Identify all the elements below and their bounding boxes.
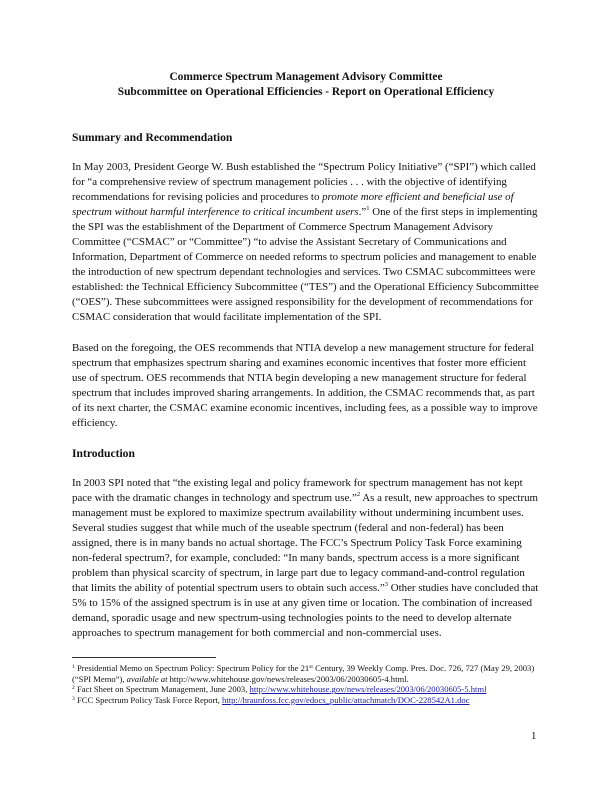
page-number: 1 xyxy=(531,730,537,742)
footnote-2: $^2$ Fact Sheet on Spectrum Management, June 2003, http://www.whitehouse.gov/news/releases/2003/06/20030605-5.html xyxy=(72,684,487,695)
footnote-1: $^1$ Presidential Memo on Spectrum Policy: Spectrum Policy for the 21st Century, 39 Weekly Comp. Pres. Doc. 726, 727 (May 29, 2003) (“SPI Memo”), available at http://www.whitehouse.gov/news/releases/2003/06/20030605-4.html. xyxy=(72,663,535,684)
footnote-ref-1: 1 xyxy=(366,205,370,213)
footnote-3: $^3$ FCC Spectrum Policy Task Force Report, http://hraunfoss.fcc.gov/edocs_public/attachmatch/DOC-228542A1.doc xyxy=(72,694,470,705)
footnote-ref-3: 3 xyxy=(384,581,389,589)
summary-paragraph-2: Based on the foregoing, the OES recommends that NTIA develop a new management structure for federal spectrum that emphasizes spectrum sharing and examines economic incentives that foster more efficient use of spectrum. OES recommends that NTIA begin developing a new management structure for federal spectrum that includes improved sharing arrangements. In addition, the CSMAC recommends that, as part of its next charter, the CSMAC examine economic incentives, including fees, as a possible way to improve efficiency. xyxy=(72,341,538,429)
footnote-ref-2: 2 xyxy=(356,490,361,498)
document-title-line-1: Commerce Spectrum Management Advisory Committee xyxy=(169,71,443,83)
introduction-paragraph-1: In 2003 SPI noted that “the existing legal and policy framework for spectrum management has not kept pace with the dramatic changes in technology and spectrum use.”$^2$ As a result, new approaches to spectrum management must be explored to maximize spectrum availability without undermining incumbent uses. Several studies suggest that while much of the useable spectrum (federal and non-federal) has been assigned, there is in many bands no actual shortage. The FCC’s Spectrum Policy Task Force examining non-federal spectrum?, for example, concluded: “In many bands, spectrum access is a more significant problem than physical scarcity of spectrum, in large part due to legacy command-and-control regulation that limits the ability of potential spectrum users to obtain such access.”$^3$ Other studies have concluded that 5% to 15% of the assigned spectrum is in use at any given time or location. The combination of increased demand, sporadic usage and new spectrum-using technologies points to the need to develop alternate approaches to spectrum management for both commercial and non-commercial uses. xyxy=(72,476,539,640)
document-title-line-2: Subcommittee on Operational Efficiencies - Report on Operational Efficiency xyxy=(117,86,495,98)
summary-paragraph-1: In May 2003, President George W. Bush established the “Spectrum Policy Initiative” (“SPI”) which called for “a comprehensive review of spectrum management policies . . . with the objective of identifying recommendations for revising policies and procedures to promote more efficient and beneficial use of spectrum without harmful interference to critical incumbent users.”$^1$ One of the first steps in implementing the SPI was the establishment of the Department of Commerce Spectrum Management Advisory Committee (“CSMAC” or “Committee”) “to advise the Assistant Secretary of Communications and Information, Department of Commerce on needed reforms to spectrum policies and management to enable the introduction of new spectrum dependant technologies and services. Two CSMAC subcommittees were established: the Technical Efficiency Subcommittee (“TES”) and the Operational Efficiency Subcommittee (“OES”). These subcommittees were assigned responsibility for the development of recommendations for CSMAC consideration that would facilitate implementation of the SPI. xyxy=(72,161,539,324)
quoted-objective: promote more efficient and beneficial use of spectrum without harmful interference to critical incumbent users xyxy=(72,191,514,219)
introduction-heading: Introduction xyxy=(72,446,135,460)
document-body xyxy=(72,70,540,641)
footnote-2-link[interactable]: http://www.whitehouse.gov/news/releases/2003/06/20030605-5.html xyxy=(249,684,487,695)
footnote-3-link[interactable]: http://hraunfoss.fcc.gov/edocs_public/attachmatch/DOC-228542A1.doc xyxy=(222,694,470,705)
summary-heading: Summary and Recommendation xyxy=(72,131,233,144)
footnotes xyxy=(72,663,540,705)
footnote-separator xyxy=(72,657,216,658)
